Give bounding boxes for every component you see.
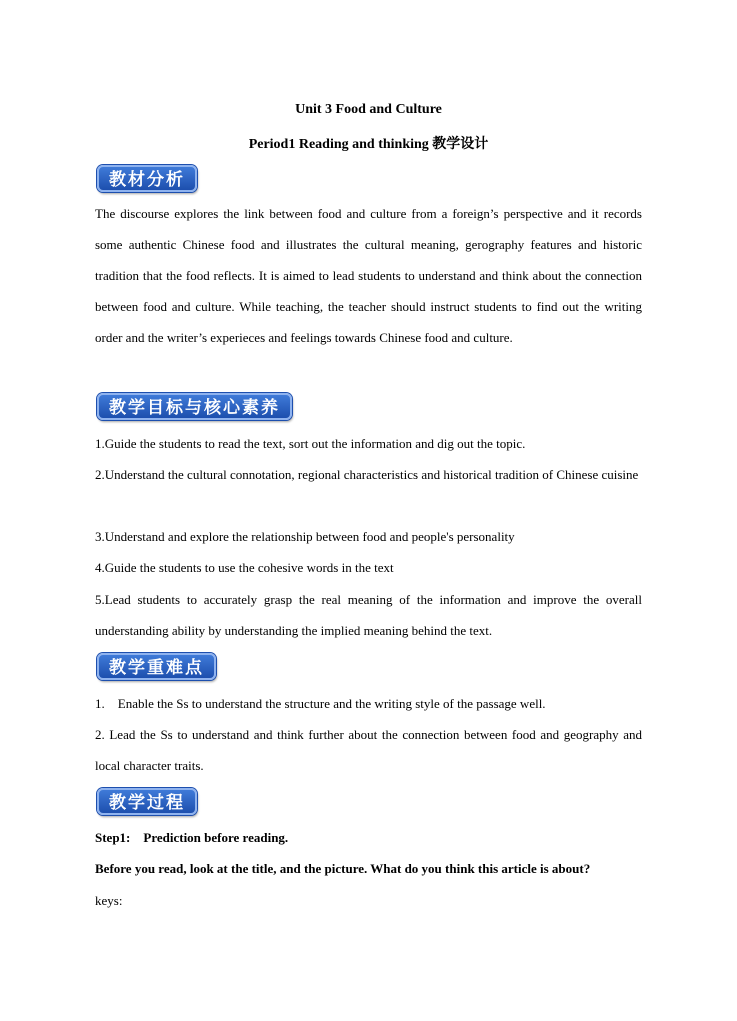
objective-item: 3.Understand and explore the relationship between food and people's personality bbox=[95, 529, 515, 544]
objective-item: 4.Guide the students to use the cohesive words in the text bbox=[95, 560, 394, 575]
analysis-paragraph: The discourse explores the link between food and culture from a foreign’s perspective and it records some authentic Chinese food and illustrates the cultural meaning, gerography features and historic tradition that the food reflects. It is aimed to lead students to understand and think about the connection between food and culture. While teaching, the teacher should instruct students to find out the writing order and the writer’s experieces and feelings towards Chinese food and culture. bbox=[95, 206, 642, 345]
keys-label: keys: bbox=[95, 893, 123, 908]
key-point-item: 2. Lead the Ss to understand and think further about the connection between food and geography and local character traits. bbox=[95, 727, 642, 773]
objective-item: 2.Understand the cultural connotation, regional characteristics and historical tradition of Chinese cuisine bbox=[95, 467, 639, 482]
key-point-item: 1. Enable the Ss to understand the structure and the writing style of the passage well. bbox=[95, 696, 546, 711]
objective-item: 5.Lead students to accurately grasp the real meaning of the information and improve the overall understanding ability by understanding the implied meaning behind the text. bbox=[95, 592, 642, 638]
pre-reading-question: Before you read, look at the title, and the picture. What do you think this article is about? bbox=[95, 861, 591, 876]
section-badge-process: 教学过程 bbox=[97, 788, 197, 815]
unit-title: Unit 3 Food and Culture bbox=[295, 102, 442, 117]
step1-heading: Step1: Prediction before reading. bbox=[95, 830, 289, 845]
objective-item: 1.Guide the students to read the text, sort out the information and dig out the topic. bbox=[95, 436, 526, 451]
section-badge-analysis: 教材分析 bbox=[97, 165, 197, 192]
section-badge-key-points: 教学重难点 bbox=[97, 653, 216, 680]
section-badge-objectives: 教学目标与核心素养 bbox=[97, 393, 292, 420]
period-title: Period1 Reading and thinking 教学设计 bbox=[248, 137, 489, 152]
